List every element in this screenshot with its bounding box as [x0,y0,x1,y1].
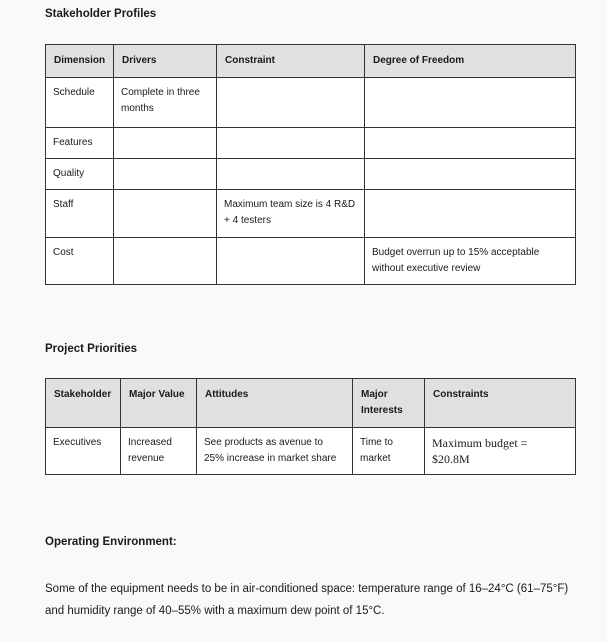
cell-freedom [365,190,576,238]
cell-freedom: Budget overrun up to 15% acceptable without executive review [365,238,576,285]
operating-environment-text: Some of the equipment needs to be in air-conditioned space: temperature range of 16–24°C (61–75°F) and humidity range of 40–55% with a maximum dew point of 15°C. [45,583,569,617]
cell-dimension: Cost [46,238,114,285]
cell-drivers [114,238,217,285]
table-row [46,238,576,285]
cell-dimension: Staff [46,190,114,238]
table-row [46,428,576,475]
cell-drivers [114,159,217,190]
column-header: Major Value [121,379,197,428]
cell-attitudes: See products as avenue to 25% increase in market share [197,428,353,475]
table-header-row [46,379,576,428]
cell-freedom [365,128,576,159]
cell-constraint [217,238,365,285]
table-row [46,78,576,128]
table-row [46,128,576,159]
column-header: Dimension [46,45,114,78]
column-header: Constraint [217,45,365,78]
cell-drivers [114,128,217,159]
project-priorities-heading: Project Priorities [45,343,138,355]
column-header: Drivers [114,45,217,78]
cell-dimension: Quality [46,159,114,190]
cell-stakeholder: Executives [46,428,121,475]
column-header: Attitudes [197,379,353,428]
cell-drivers [114,190,217,238]
cell-freedom [365,159,576,190]
cell-drivers: Complete in three months [114,78,217,128]
stakeholder-profiles-table [45,44,576,285]
column-header: Constraints [425,379,576,428]
cell-constraint [217,78,365,128]
column-header: Stakeholder [46,379,121,428]
table-row [46,159,576,190]
cell-freedom [365,78,576,128]
column-header: Degree of Freedom [365,45,576,78]
cell-major-interests: Time to market [353,428,425,475]
cell-constraint [217,159,365,190]
table-row [46,190,576,238]
cell-constraints: Maximum budget = $20.8M [425,428,576,475]
column-header: Major Interests [353,379,425,428]
cell-major-value: Increased revenue [121,428,197,475]
operating-environment-heading: Operating Environment: [45,536,177,548]
cell-constraint [217,128,365,159]
project-priorities-table [45,378,576,475]
table-header-row [46,45,576,78]
stakeholder-profiles-heading: Stakeholder Profiles [45,8,157,20]
cell-dimension: Features [46,128,114,159]
cell-dimension: Schedule [46,78,114,128]
cell-constraint: Maximum team size is 4 R&D + 4 testers [217,190,365,238]
